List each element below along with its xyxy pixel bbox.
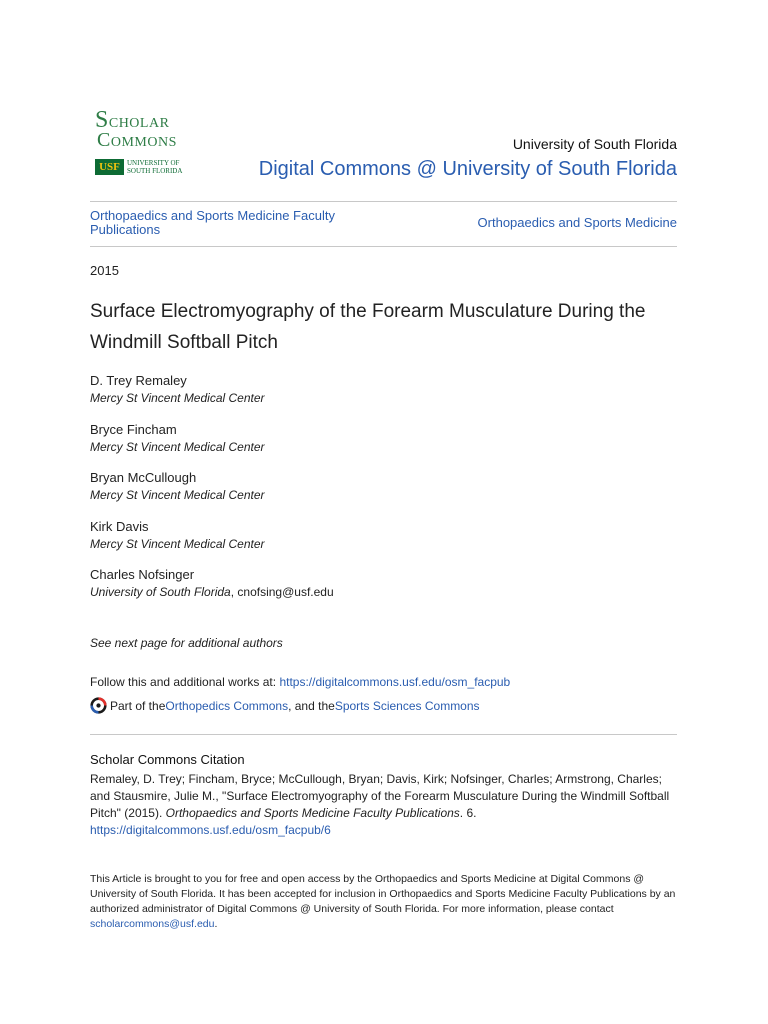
author-name: Bryan McCullough	[90, 470, 197, 485]
institution-name: University of South Florida	[512, 136, 677, 152]
divider	[90, 201, 677, 202]
follow-prefix: Follow this and additional works at:	[90, 675, 280, 689]
part-of-middle: , and the	[288, 698, 335, 713]
collection-url-link[interactable]: https://digitalcommons.usf.edu/osm_facpub	[279, 675, 511, 689]
author-email: , cnofsing@usf.edu	[230, 585, 334, 599]
author-item	[90, 519, 677, 568]
author-list	[90, 373, 677, 616]
citation-heading: Scholar Commons Citation	[90, 752, 245, 767]
author-item	[90, 470, 677, 519]
author-name: Charles Nofsinger	[90, 567, 195, 582]
author-affiliation: Mercy St Vincent Medical Center	[90, 439, 265, 454]
citation-url-link[interactable]: https://digitalcommons.usf.edu/osm_facpub/6	[90, 823, 331, 837]
logo-scholar-text: SCHOLAR	[95, 107, 170, 133]
divider	[90, 246, 677, 247]
publication-year: 2015	[90, 263, 119, 278]
usf-logo-text: UNIVERSITY OF SOUTH FLORIDA	[127, 159, 183, 175]
citation-text: Remaley, D. Trey; Fincham, Bryce; McCullough, Bryan; Davis, Kirk; Nofsinger, Charles; Armstrong, Charles; and Stausmire, Julie M., "Surface Electromyography of the Forearm Musculature During the Windmill Softball Pitch" (2015).	[90, 772, 670, 820]
additional-authors-note: See next page for additional authors	[90, 636, 283, 650]
orthopedics-commons-link[interactable]: Orthopedics Commons	[165, 698, 289, 713]
article-title: Surface Electromyography of the Forearm Musculature During the Windmill Softball Pitch	[90, 301, 646, 353]
author-name: D. Trey Remaley	[90, 373, 187, 388]
follow-line	[90, 675, 510, 689]
author-name: Bryce Fincham	[90, 421, 177, 437]
author-affiliation: Mercy St Vincent Medical Center	[90, 536, 265, 551]
access-notice	[90, 872, 677, 932]
author-item	[90, 567, 677, 616]
access-notice-text: This Article is brought to you for free and open access by the Orthopaedics and Sports Medicine at Digital Commons @ University of South Florida. It has been accepted for inclusion in Orthopaedics and Sports Medicine Faculty Publications by an authorized administrator of Digital Commons @ University of South Florida. For more information, please contact	[90, 873, 676, 915]
author-affiliation: University of South Florida, cnofsing@usf.edu	[90, 585, 334, 599]
author-affiliation: Mercy St Vincent Medical Center	[90, 391, 265, 405]
author-item	[90, 373, 677, 422]
citation-body	[90, 771, 677, 839]
logo-commons-text: COMMONS	[97, 129, 177, 151]
author-name: Kirk Davis	[90, 518, 149, 534]
repository-title-link[interactable]: Digital Commons @ University of South Florida	[258, 158, 677, 180]
network-commons-icon	[90, 697, 107, 714]
collection-link-department[interactable]: Orthopaedics and Sports Medicine	[477, 215, 677, 230]
citation-suffix: . 6.	[459, 806, 477, 820]
part-of-prefix: Part of the	[110, 698, 166, 713]
divider	[90, 734, 677, 735]
collection-link-faculty-publications[interactable]: Orthopaedics and Sports Medicine Faculty Publications	[90, 208, 335, 237]
citation-journal: Orthopaedics and Sports Medicine Faculty Publications	[165, 806, 460, 820]
usf-logo-box: USF	[95, 159, 124, 175]
author-item	[90, 422, 677, 471]
scholar-commons-logo[interactable]	[95, 107, 195, 179]
part-of-line	[90, 697, 480, 714]
sports-sciences-commons-link[interactable]: Sports Sciences Commons	[334, 698, 480, 713]
access-notice-end: .	[214, 918, 218, 930]
author-affiliation: Mercy St Vincent Medical Center	[90, 488, 265, 502]
contact-email-link[interactable]: scholarcommons@usf.edu	[90, 918, 215, 930]
